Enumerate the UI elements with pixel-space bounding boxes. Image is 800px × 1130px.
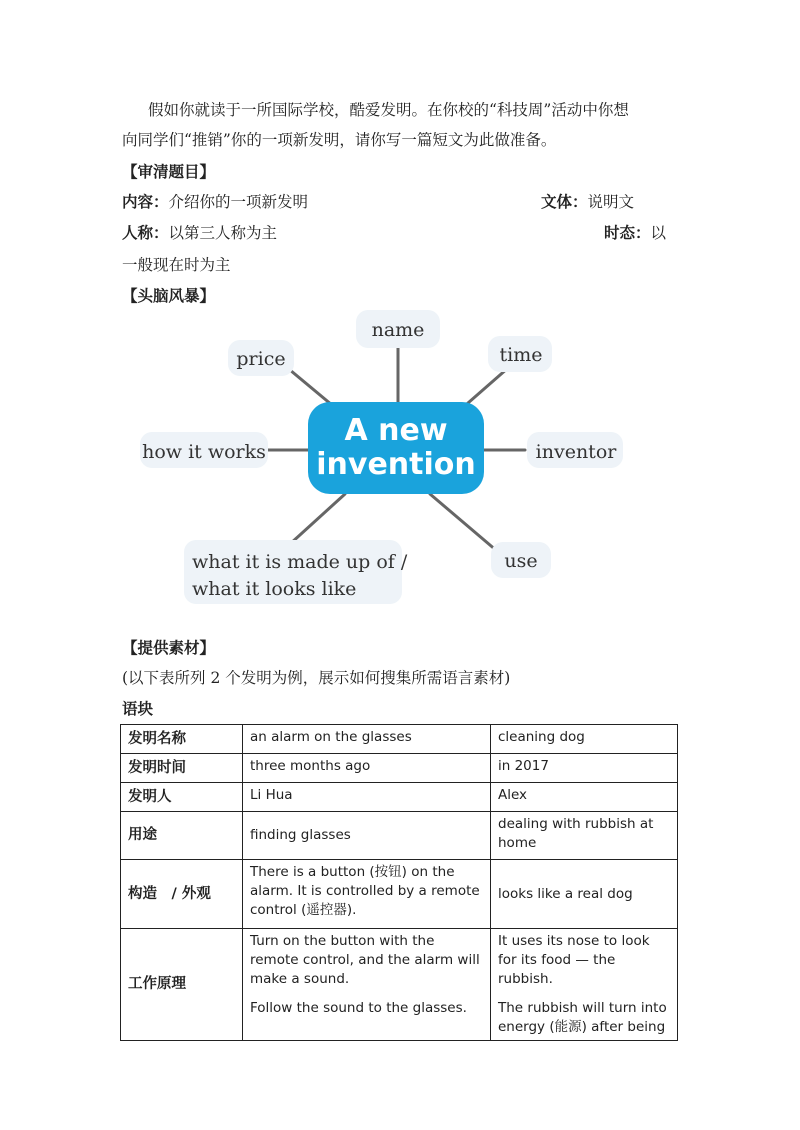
node-name: name <box>371 319 425 341</box>
person-value: 以第三人称为主 <box>168 224 278 242</box>
cell-a: finding glasses <box>243 812 491 860</box>
row-label: 构造 / 外观 <box>121 860 243 929</box>
tense-row <box>604 221 666 243</box>
table-row <box>121 860 678 929</box>
center-line-2: invention <box>316 447 476 482</box>
cell-a: Li Hua <box>243 783 491 812</box>
person-label: 人称： <box>122 223 169 242</box>
node-time: time <box>499 344 543 366</box>
tense-label: 时态： <box>604 223 651 242</box>
table-row <box>121 725 678 754</box>
intro-line-1: 假如你就读于一所国际学校，酷爱发明。在你校的“科技周”活动中你想 <box>148 101 629 119</box>
materials-heading: 【提供素材】 <box>122 638 216 657</box>
chunk-label: 语块 <box>122 699 154 718</box>
cell-b: in 2017 <box>491 754 678 783</box>
analysis-heading: 【审清题目】 <box>122 162 216 181</box>
style-row <box>541 190 634 212</box>
cell-a: an alarm on the glasses <box>243 725 491 754</box>
spoke-use <box>430 494 497 551</box>
style-label: 文体： <box>541 192 588 211</box>
table-row <box>121 754 678 783</box>
intro-line-2: 向同学们“推销”你的一项新发明，请你写一篇短文为此做准备。 <box>122 131 557 149</box>
cell-b: looks like a real dog <box>491 860 678 929</box>
node-how: how it works <box>142 441 266 463</box>
cell-b: Alex <box>491 783 678 812</box>
person-row <box>122 221 277 243</box>
center-line-1: A new <box>344 413 448 448</box>
table-row <box>121 929 678 1041</box>
cell-b: It uses its nose to look for its food — the rubbish. The rubbish will turn into energy (能源) after being <box>491 929 678 1041</box>
node-made-line1: what it is made up of / <box>192 551 408 573</box>
content-row <box>122 190 308 212</box>
row-label: 用途 <box>121 812 243 860</box>
style-value: 说明文 <box>587 193 635 211</box>
table-row <box>121 783 678 812</box>
node-price: price <box>236 348 286 370</box>
cell-a: There is a button (按钮) on the alarm. It is controlled by a remote control (遥控器). <box>243 860 491 929</box>
row-label: 发明人 <box>121 783 243 812</box>
cell-a: three months ago <box>243 754 491 783</box>
cell-a: Turn on the button with the remote control, and the alarm will make a sound. Follow the sound to the glasses. <box>243 929 491 1041</box>
row-label: 工作原理 <box>121 929 243 1041</box>
table-row <box>121 812 678 860</box>
cell-b: dealing with rubbish at home <box>491 812 678 860</box>
row-label: 发明时间 <box>121 754 243 783</box>
content-value: 介绍你的一项新发明 <box>168 193 309 211</box>
node-inventor: inventor <box>535 441 617 463</box>
cell-b: cleaning dog <box>491 725 678 754</box>
mind-map-diagram <box>140 306 640 612</box>
invention-table <box>120 724 678 1041</box>
content-label: 内容： <box>122 192 169 211</box>
brainstorm-heading: 【头脑风暴】 <box>122 286 216 305</box>
materials-note: (以下表所列 2 个发明为例，展示如何搜集所需语言素材) <box>122 669 511 687</box>
spoke-made <box>290 494 345 544</box>
node-made-line2: what it looks like <box>192 578 357 600</box>
node-use: use <box>504 550 538 572</box>
tense-value-b: 一般现在时为主 <box>122 256 231 274</box>
tense-value-a: 以 <box>650 224 667 242</box>
row-label: 发明名称 <box>121 725 243 754</box>
